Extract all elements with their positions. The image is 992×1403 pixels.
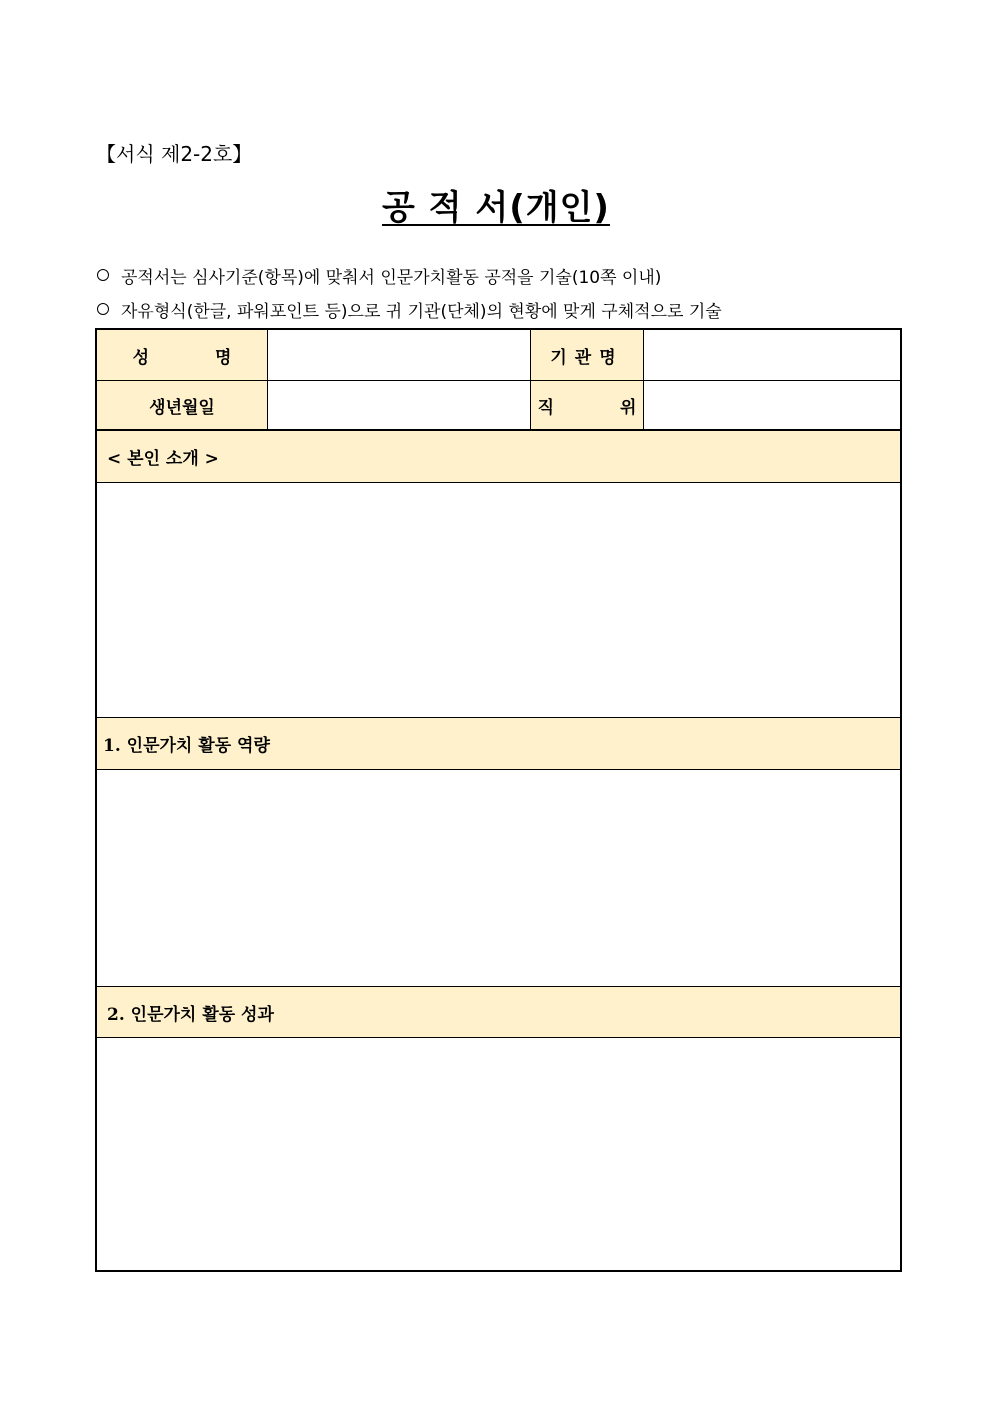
circle-bullet-icon — [97, 303, 109, 315]
capability-heading — [97, 718, 900, 770]
achievement-content[interactable] — [97, 1038, 900, 1270]
position-label-cell — [531, 381, 667, 431]
capability-content[interactable] — [97, 770, 900, 987]
achievement-heading-text: 2. 인문가치 활동 성과 — [107, 1004, 274, 1025]
self-intro-heading-text: < 본인 소개 > — [107, 449, 219, 469]
capability-heading-text: 1. 인문가치 활동 역량 — [103, 736, 270, 756]
instruction-item — [96, 258, 906, 292]
merit-form-table — [95, 328, 902, 1272]
name-field[interactable] — [268, 330, 531, 381]
org-label-cell — [531, 330, 644, 381]
circle-bullet-icon — [97, 269, 109, 281]
birth-label: 생년월일 — [149, 397, 215, 418]
instruction-text: 공적서는 심사기준(항목)에 맞춰서 인문가치활동 공적을 기술(10쪽 이내) — [121, 267, 662, 288]
instruction-list — [96, 258, 906, 326]
achievement-heading — [97, 987, 900, 1038]
page-title-text: 공 적 서(개인) — [382, 188, 610, 228]
self-intro-content[interactable] — [97, 483, 900, 718]
birth-field[interactable] — [268, 381, 531, 431]
org-field[interactable] — [644, 330, 900, 381]
birth-label-cell — [97, 381, 268, 431]
name-label-cell — [97, 330, 268, 381]
page-title — [0, 180, 992, 229]
instruction-item — [96, 292, 906, 326]
self-intro-heading — [97, 431, 900, 483]
position-label: 직 위 — [537, 397, 667, 418]
position-field[interactable] — [644, 381, 900, 431]
form-number-label: 【서식 제2-2호】 — [96, 142, 253, 166]
instruction-text: 자유형식(한글, 파워포인트 등)으로 귀 기관(단체)의 현황에 맞게 구체적으로 기술 — [121, 301, 722, 322]
org-label: 기관명 — [550, 347, 624, 368]
name-label: 성 명 — [132, 347, 262, 368]
